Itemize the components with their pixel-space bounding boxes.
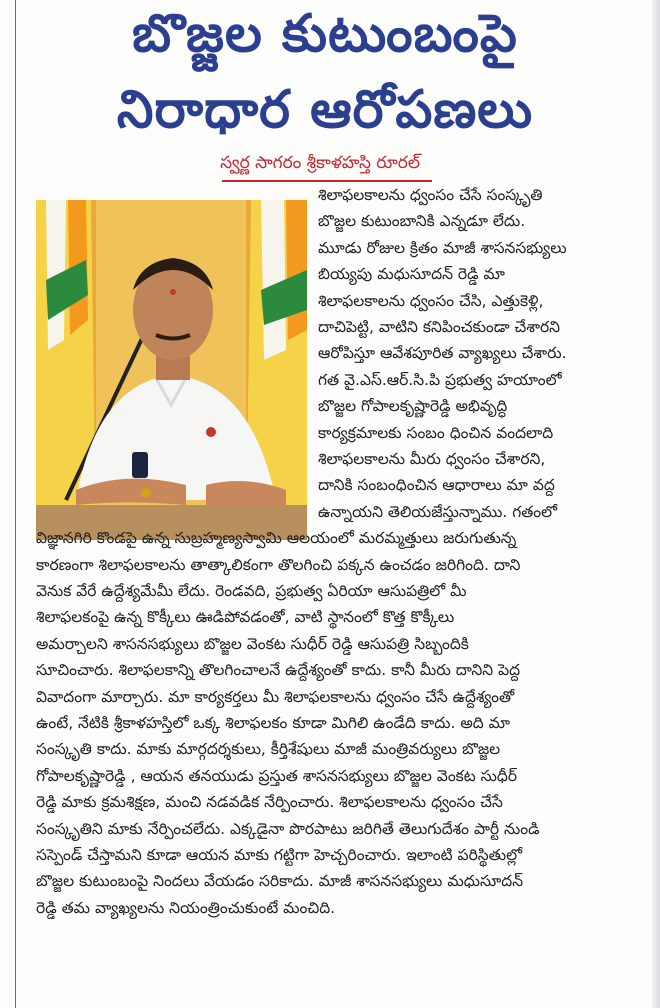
headline-line-2: నిరాధార ఆరోపణలు bbox=[116, 80, 534, 140]
page-edge bbox=[652, 0, 660, 1008]
body-line: కార్యక్రమాలకు సంబం ధించిన వందలాది bbox=[318, 423, 554, 442]
body-line: వెనుక వేరే ఉద్దేశ్యమేమీ లేదు. రెండవది, ప్రభుత్వ ఏరియా ఆసుపత్రిలో మీ bbox=[36, 582, 467, 600]
headline-line-1: బొజ్జల కుటుంబంపై bbox=[132, 4, 518, 64]
body-line: ఉన్నాయని తెలియజేస్తున్నాము. గతంలో bbox=[318, 502, 558, 521]
body-line: సూచించారు. శిలాఫలకాన్ని తొలగించాలనే ఉద్దేశ్యంతో కాదు. కానీ మీరు దానిని పెద్ద bbox=[36, 661, 521, 680]
body-line: బొజ్జల గోపాలకృష్ణారెడ్డి అభివృద్ధి bbox=[318, 397, 508, 416]
body-line: మూడు రోజుల క్రితం మాజీ శాసనసభ్యులు bbox=[318, 238, 567, 257]
body-line: బియ్యపు మధుసూదన్ రెడ్డి మా bbox=[318, 265, 505, 284]
byline-underline bbox=[222, 180, 432, 182]
body-line: సంస్కృతిని మాకు నేర్పించలేదు. ఎక్కడైనా పొరపాటు జరిగితే తెలుగుదేశం పార్టీ నుండి bbox=[36, 819, 540, 838]
body-line: ఆరోపిస్తూ ఆవేశపూరిత వ్యాఖ్యలు చేశారు. bbox=[318, 344, 567, 363]
column-divider bbox=[15, 0, 16, 1008]
body-line: సస్పెండ్ చేస్తామని కూడా ఆయన మాకు గట్టిగా హెచ్చరించారు. ఇలాంటి పరిస్థితుల్లో bbox=[36, 846, 523, 864]
body-line: విజ్ఞానగిరి కొండపై ఉన్న సుబ్రహ్మణ్యస్వామి ఆలయంలో మరమ్మత్తులు జరుగుతున్న bbox=[36, 529, 517, 548]
body-line: అమర్చాలని శాసనసభ్యులు బొజ్జల వెంకట సుధీర్ రెడ్డి ఆసుపత్రి సిబ్బందికి bbox=[36, 634, 469, 653]
body-line: శిలాఫలకాలను ధ్వంసం చేసి, ఎత్తుకెళ్లి, bbox=[318, 291, 544, 310]
body-line: రెడ్డి మాకు క్రమశిక్షణ, మంచి నడవడిక నేర్పించారు. శిలాఫలకాలను ధ్వంసం చేసే bbox=[36, 793, 503, 812]
body-line: గత వై.ఎస్.ఆర్.సి.పి ప్రభుత్వ హయాంలో bbox=[318, 370, 562, 389]
body-line: శిలాఫలకాలను ధ్వంసం చేసే సంస్కృతి bbox=[318, 186, 543, 204]
body-line: రెడ్డి తమ వ్యాఖ్యలను నియంత్రించుకుంటే మంచిది. bbox=[36, 898, 336, 917]
body-line: సంస్కృతి కాదు. మాకు మార్గదర్శకులు, కీర్తిశేషులు మాజీ మంత్రివర్యులు బొజ్జల bbox=[36, 740, 501, 759]
body-line: గోపాలకృష్ణారెడ్డి , ఆయన తనయుడు ప్రస్తుత శాసనసభ్యులు బొజ్జల వెంకట సుధీర్ bbox=[36, 766, 518, 785]
body-line: కారణంగా శిలాఫలకాలను తాత్కాలికంగా తొలగించి పక్కన ఉంచడం జరిగింది. దాని bbox=[36, 555, 521, 574]
body-line: ఉంటే, నేటికి శ్రీకాళహస్తిలో ఒక్క శిలాఫలకం కూడా మిగిలి ఉండేది కాదు. అది మా bbox=[36, 714, 511, 732]
body-line: దానికి సంబంధించిన ఆధారాలు మా వద్ద bbox=[318, 476, 555, 495]
body-line: బొజ్జల కుటుంబానికి ఎన్నడూ లేదు. bbox=[318, 212, 526, 231]
byline: స్వర్ణ సాగరం శ్రీకాళహస్తి రూరల్ bbox=[220, 153, 420, 173]
body-line: వివాదంగా మార్చారు. మా కార్యకర్తలు మీ శిలాఫలకాలను ధ్వంసం చేసే ఉద్దేశ్యంతో bbox=[36, 687, 515, 706]
body-line: శిలాఫలకంపై ఉన్న కొక్కీలు ఊడిపోవడంతో, వాటి స్థానంలో కొత్త కొక్కీలు bbox=[36, 608, 455, 627]
politician-photo bbox=[36, 200, 307, 540]
body-line: బొజ్జల కుటుంబంపై నిందలు వేయడం సరికాదు. మాజీ శాసనసభ్యులు మధుసూదన్ bbox=[36, 872, 524, 891]
body-line: శిలాఫలకాలను మీరు ధ్వంసం చేశారని, bbox=[318, 450, 546, 468]
body-line: దాచిపెట్టి, వాటిని కనిపించకుండా చేశారని bbox=[318, 318, 561, 336]
